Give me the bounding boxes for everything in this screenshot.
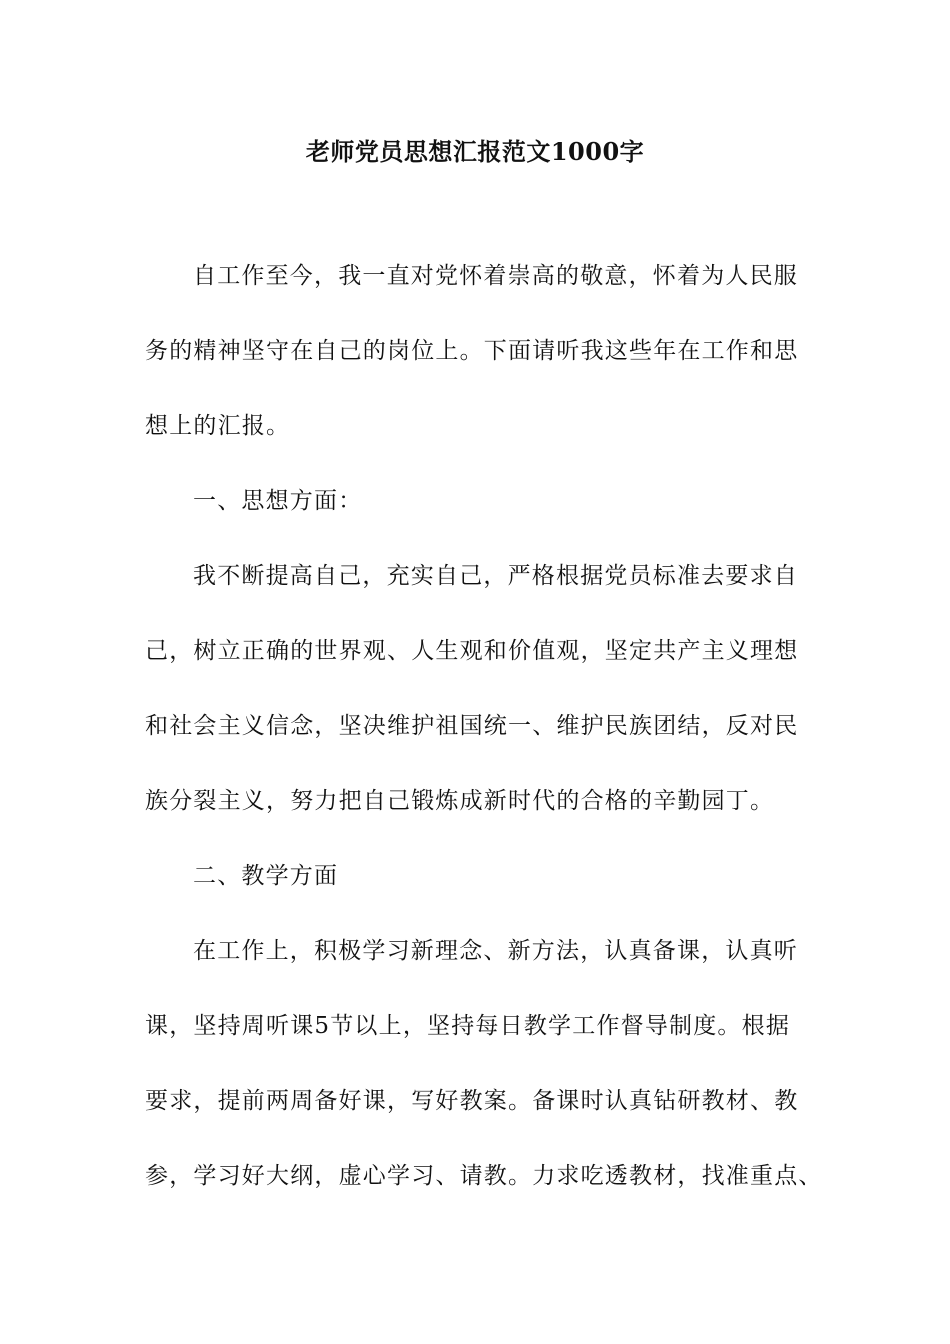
paragraph-line: 参，学习好大纲，虚心学习、请教。力求吃透教材，找准重点、 [145,1163,823,1189]
paragraph-line: 和社会主义信念，坚决维护祖国统一、维护民族团结，反对民 [145,713,799,739]
paragraph-line: 务的精神坚守在自己的岗位上。下面请听我这些年在工作和思 [145,338,799,364]
paragraph-line: 在工作上，积极学习新理念、新方法，认真备课，认真听 [193,938,798,964]
paragraph-line: 课，坚持周听课5节以上，坚持每日教学工作督导制度。根据 [145,1013,791,1039]
paragraph-line: 族分裂主义，努力把自己锻炼成新时代的合格的辛勤园丁。 [145,788,775,814]
paragraph-line: 想上的汇报。 [145,413,291,439]
paragraph-line: 己，树立正确的世界观、人生观和价值观，坚定共产主义理想 [145,638,799,664]
section-heading: 一、思想方面： [193,488,363,514]
section-heading: 二、教学方面 [193,863,339,889]
document-title: 老师党员思想汇报范文1000字 [305,137,645,166]
paragraph-line: 自工作至今，我一直对党怀着崇高的敬意，怀着为人民服 [193,263,798,289]
paragraph-line: 我不断提高自己，充实自己，严格根据党员标准去要求自 [193,563,798,589]
paragraph-line: 要求，提前两周备好课，写好教案。备课时认真钻研教材、教 [145,1088,799,1114]
document-body [145,256,825,1231]
